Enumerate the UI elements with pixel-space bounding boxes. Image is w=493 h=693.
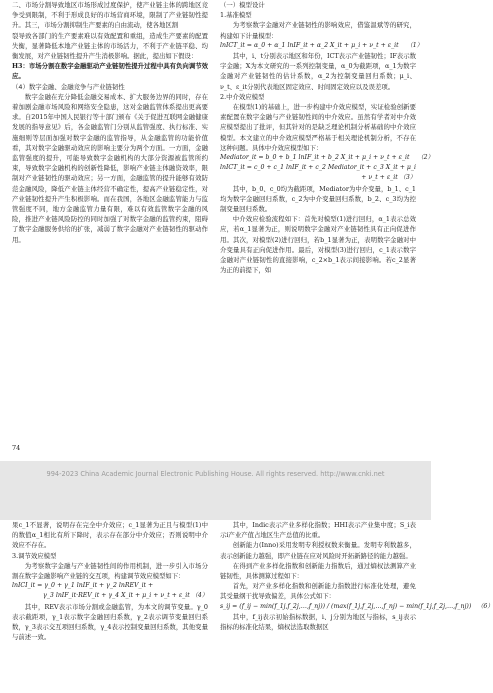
- paragraph: 首先，对产业多样化指数和创新能力指数进行标准化处理，避免其受量纲干扰导致偏差，具体公式如下：: [220, 582, 416, 601]
- paragraph: lnICT_it = α_0 + α_1 lnIF_it + α_2 X_it + μ_i + ν_t + ε_it （1）: [220, 41, 423, 49]
- right-column: [220, 520, 493, 632]
- journal-page-lower: [0, 520, 493, 693]
- paragraph: γ_3 lnIF_it·REV_it + γ_4 X_it + μ_i + ν_t + ε_it （4）: [43, 592, 208, 600]
- paragraph: 数字金融在充分降低金融交易成本、扩大服务边界的同时，存在着加剧金融市场风险和网络安全隐患，这对金融监管体系提出更高要求。自2015年中国人民银行等十部门颁布《关于促进互联网金融健康发展的指导意见》后，各金融监管门分别从监管强度、执行标准、实施细则等层面加强对数字金融的监管指导，从金融监管的功能价值看，其对数字金融驱动效应的影响主要分为两个方面。一方面，金融监管强度的提升，可能导致数字金融机构的大部分资源被监管所约束，导致数字金融机构的创新性降低，影响产业链主体融资效率，限制对产业链韧性的驱动效应；另一方面，金融监管的提升能够有效防范金融风险，降低产业链主体经营不确定性，提高产业链稳定性，对产业链韧性提升产生积极影响。而在我国，各地区金融监管能力与监管强度不同，地方金融监管力量有限，难以有效监管数字金融的风险，推进产业链风险防控的同时加强了对数字金融的监管约束，阻碍了数字金融服务供给的扩张，减弱了数字金融对产业链韧性的驱动作用。: [12, 92, 208, 244]
- paragraph: s_ij = (f_ij − min(f_1j,f_2j,…,f_nj)) / (max(f_1j,f_2j,…,f_nj) − min(f_1j,f_2j,…,f_nj)) （6）: [220, 602, 493, 610]
- paragraph: 在模型(1)的基础上，进一步构建中介效应模型，实证检验创新要素配置在数字金融与产业链韧性间的中介效应。虽然有学者对中介效应模型提出了批评，但其针对的是缺乏理论机制分析基础的中介效应模型。本文建立的中介效应模型严格基于相关理论机制分析，不存在这种问题。具体中介效应模型如下：: [220, 103, 416, 152]
- left-column: [12, 520, 208, 642]
- paragraph: 2.中介效应模型: [220, 92, 265, 101]
- paragraph: 其中，f_ij表示初始指标数据，i、j分别为地区与指标，s_ij表示指标的标准化结果，熵权法选取数据区: [220, 612, 416, 632]
- paragraph: 中介效应检验流程如下：首先对模型(1)进行回归，α_1表示总效应，若α_1显著为正，则说明数字金融对产业链韧性具有正向促进作用。其次，对模型(2)进行回归，若b_1显著为正，表明数字金融对中介变量具有正向促进作用。最后，对模型(3)进行回归，c_1表示数字金融对产业链韧性的直接影响，c_2×b_1表示间接影响。若c_2显著为正的前提下，如: [220, 215, 416, 275]
- paragraph: 1.基准模型: [220, 11, 252, 20]
- left-column: [12, 0, 208, 245]
- paragraph: （一）模型设计: [220, 1, 265, 9]
- paragraph: 其中，Indic表示产业多样化指数；HHI表示产业集中度；S_i表示i产业产值占地区生产总值的比重。: [220, 521, 416, 540]
- paragraph: lnICI_it = γ_0 + γ_1 lnIF_it + γ_2 lnREV_it +: [12, 582, 154, 590]
- paragraph: Mediator_it = b_0 + b_1 lnIF_it + b_2 X_it + μ_i + ν_t + ε_it （2）: [220, 154, 434, 162]
- paragraph: 在得到产业多样化指数和创新能力指数后，通过熵权法测算产业链韧性，具体测算过程如下：: [220, 561, 416, 581]
- paragraph: H3：市场分割在数字金融驱动产业链韧性提升过程中具有负向调节效应。: [12, 62, 208, 81]
- paragraph: 裂导致各部门的生产要素难以有效配置和重组，造成生产要素的配置失衡，显著降低本地产业链主体的市场活力，不利于产业链平稳、均衡发展，对产业链韧性提升产生消极影响。据此，提出如下假设：: [12, 31, 208, 61]
- page-number: 74: [12, 444, 21, 452]
- paragraph: 其中，i、t分别表示地区和年份，ICT表示产业链韧性；IF表示数字金融；X为本文研究的一系列控制变量，α_0为截距项，α_1为数字金融对产业链韧性的估计系数，α_2为控制变量回归系数；μ_i、ν_t、ε_it分别代表地区固定效应、时间固定效应以及误差项。: [220, 52, 416, 91]
- paragraph: （4）数字金融、金融竞争与产业链韧性: [12, 82, 125, 91]
- paragraph: 3.调节效应模型: [12, 551, 57, 560]
- paragraph: 为考察数字金融对产业链韧性的影响效应，借鉴温斌等的研究，构建如下计量模型：: [220, 21, 416, 40]
- copyright-footer: 994-2023 China Academic Journal Electronic Publishing House. All rights reserved. http://www.cnki.net: [46, 470, 385, 478]
- paragraph: 二、市场分割导致地区市场形成过度保护，使产业链主体的跨地区竞争受到限制，不利于形成良好的市场营商环境，限制了产业链韧性提升。其三，市场分割抑制生产要素的自由流动，使各地区割: [12, 1, 208, 30]
- paragraph: 为考察数字金融与产业链韧性间的作用机制，进一步引入市场分割在数字金融影响产业链的交互项，构建调节效应模型如下：: [12, 561, 208, 581]
- paragraph: lnICT_it = c_0 + c_1 lnIF_it + c_2 Mediator_it + c_3 X_it + μ_i: [220, 164, 416, 172]
- paragraph: 其中，b_0、c_0均为截距项，Mediator为中介变量，b_1、c_1均为数字金融回归系数，c_2为中介变量回归系数，b_2、c_3均为控制变量回归系数。: [220, 184, 416, 214]
- paragraph: 创新能力(Inno)采用发明专利授权数来衡量。发明专利数越多，表示创新能力越强，即产业链在应对风险时开拓新路径的能力越强。: [220, 541, 416, 560]
- right-column: [220, 0, 434, 275]
- paragraph: 其中，REV表示市场分割或金融监管，为本文的调节变量。γ_0表示截距项，γ_1表示数字金融回归系数，γ_2表示调节变量回归系数，γ_3表示交互项回归系数，γ_4表示控制变量回归系数，其他变量与前述一致。: [12, 602, 208, 642]
- paragraph: + ν_t + ε_it （3）: [361, 174, 416, 182]
- paragraph: 果c_1不显著，说明存在完全中介效应；c_1显著为正且与模型(1)中的数值α_1相比有所下降时，表示存在部分中介效应；否则说明中介效应不存在。: [12, 521, 208, 550]
